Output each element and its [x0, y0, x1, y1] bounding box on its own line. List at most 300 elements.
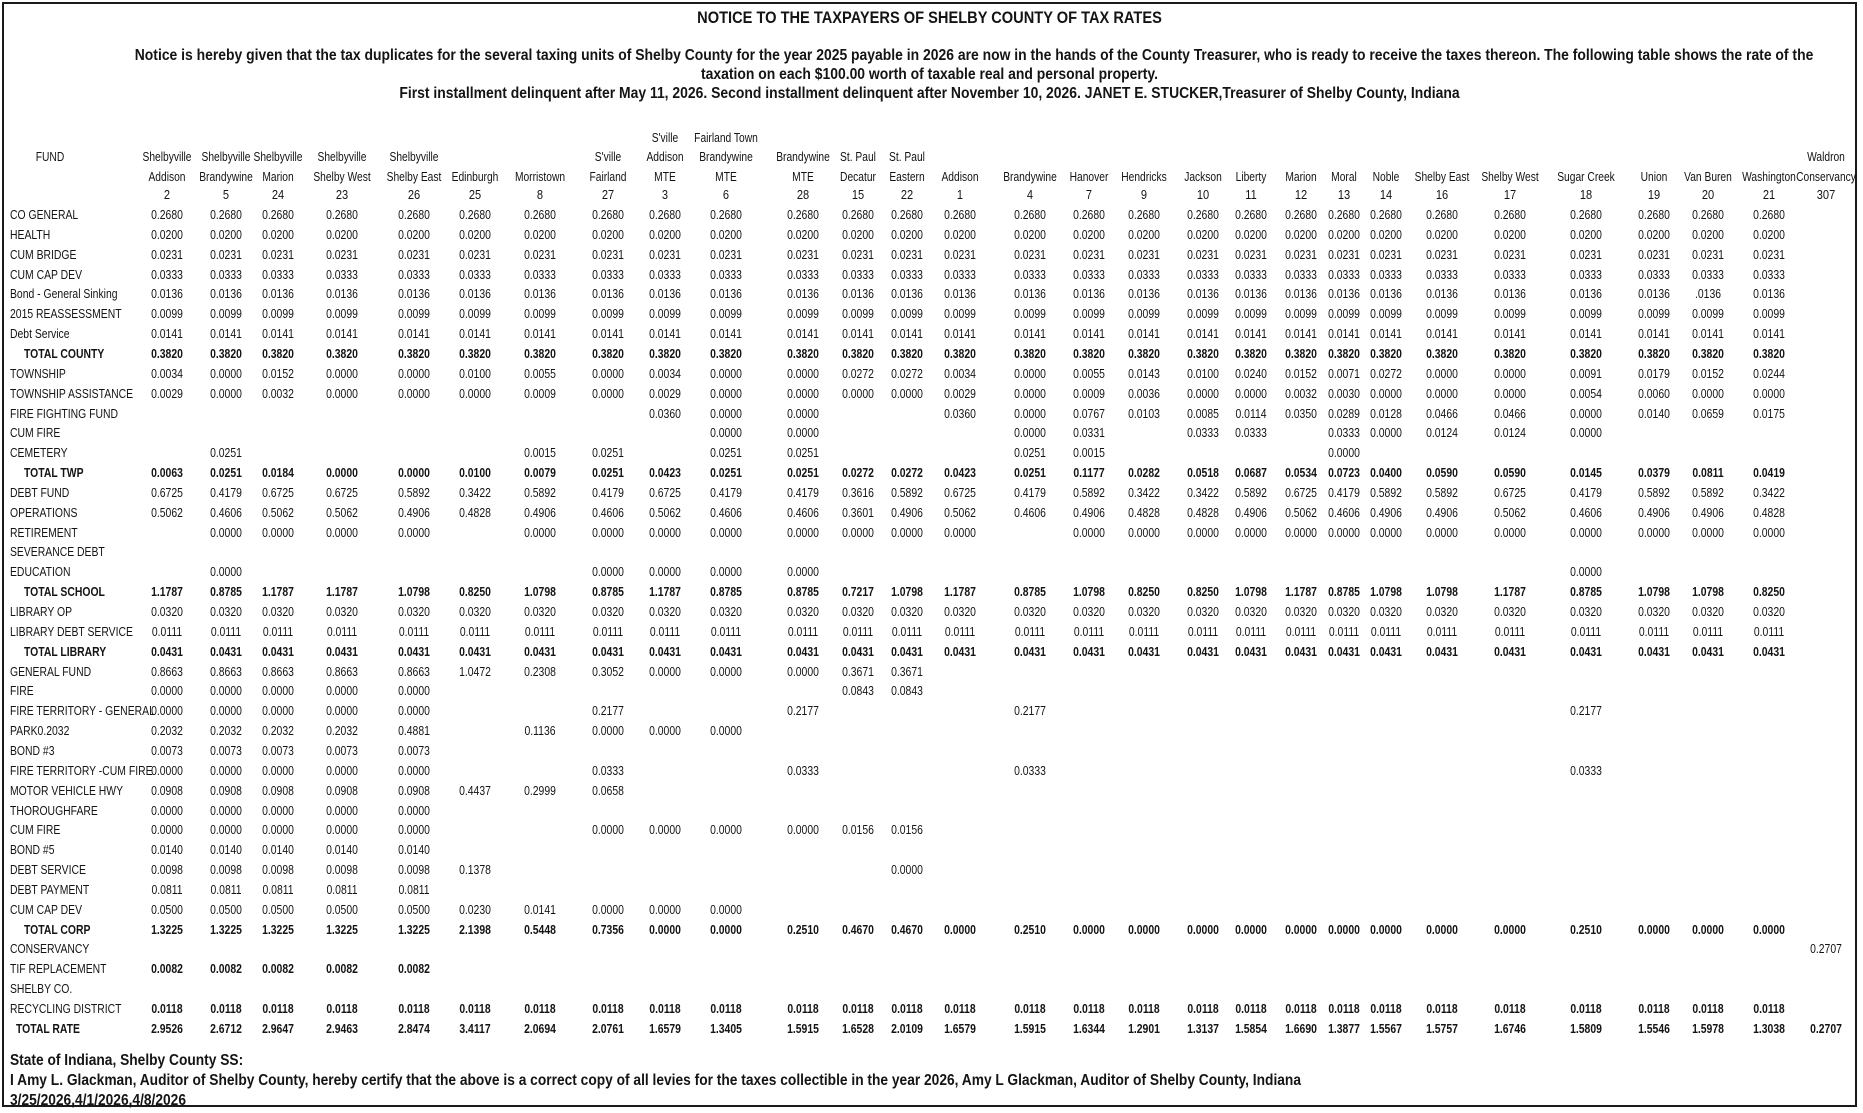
- rate-cell: 0.0431: [1128, 643, 1160, 659]
- rate-cell: 0.0320: [891, 604, 923, 619]
- rate-cell: 0.0320: [1235, 604, 1267, 619]
- rate-cell: 0.0152: [1692, 365, 1724, 381]
- rate-cell: 1.1787: [1494, 584, 1526, 600]
- rate-cell: 0.0333: [151, 266, 183, 282]
- rate-cell: 0.0400: [1370, 465, 1402, 481]
- rate-cell: 0.4179: [210, 484, 242, 500]
- rate-cell: 0.0118: [1370, 1001, 1402, 1016]
- rate-cell: 0.0333: [524, 266, 556, 282]
- fund-label: FIRE FIGHTING FUND: [10, 405, 119, 421]
- rate-cell: 0.0333: [262, 266, 294, 282]
- rate-cell: 0.0320: [1570, 604, 1602, 619]
- rate-cell: 0.2510: [1570, 921, 1602, 937]
- rate-cell: 0.0111: [1328, 623, 1360, 639]
- rate-cell: 1.0798: [1638, 584, 1670, 600]
- rate-cell: 0.2680: [1494, 207, 1526, 222]
- rate-cell: 0.0000: [1370, 921, 1402, 937]
- rate-cell: 0.0136: [459, 286, 491, 302]
- rate-cell: 0.0118: [326, 1001, 358, 1016]
- rate-cell: 1.1787: [262, 584, 294, 600]
- column-header-line: MTE: [792, 169, 814, 184]
- rate-cell: 0.0000: [210, 802, 242, 818]
- column-header: [1003, 168, 1057, 188]
- rate-cell: 0.0333: [1638, 266, 1670, 282]
- rate-cell: 0.2680: [1285, 207, 1317, 222]
- rate-cell: 0.0099: [1638, 306, 1670, 322]
- fund-label: TOTAL TWP: [24, 465, 84, 481]
- rate-cell: 0.0231: [1128, 246, 1160, 262]
- rate-cell: 0.0141: [1570, 326, 1602, 342]
- fund-label: SHELBY CO.: [10, 981, 73, 997]
- rate-cell: 0.0118: [1073, 1001, 1105, 1016]
- rate-cell: 0.0333: [1128, 266, 1160, 282]
- rate-cell: 0.8250: [1753, 584, 1785, 600]
- rate-cell: 0.2032: [151, 723, 183, 739]
- rate-cell: 0.2032: [210, 723, 242, 739]
- rate-cell: 0.0000: [1328, 445, 1360, 461]
- rate-cell: 0.0099: [710, 306, 742, 322]
- footer-line-1: State of Indiana, Shelby County SS:: [10, 1052, 244, 1069]
- rate-cell: 0.0098: [326, 862, 358, 878]
- rate-cell: 0.2680: [592, 207, 624, 222]
- rate-cell: 0.0200: [842, 226, 874, 242]
- rate-cell: 0.0118: [649, 1001, 681, 1016]
- rate-cell: 0.0111: [326, 623, 358, 639]
- rate-cell: 0.0141: [1370, 326, 1402, 342]
- rate-cell: 0.0141: [524, 901, 556, 917]
- rate-cell: 0.3820: [326, 345, 358, 361]
- rate-cell: 0.8785: [710, 584, 742, 600]
- rate-cell: 0.3820: [944, 345, 976, 361]
- rate-cell: 0.0000: [649, 822, 681, 838]
- rate-cell: 0.4906: [1426, 504, 1458, 520]
- fund-label: LIBRARY OP: [10, 604, 73, 619]
- column-header: [1236, 168, 1267, 188]
- rate-cell: 0.3820: [649, 345, 681, 361]
- rate-cell: 0.0908: [262, 782, 294, 798]
- rate-cell: 1.0798: [1426, 584, 1458, 600]
- rate-cell: 0.0000: [1370, 385, 1402, 401]
- rate-cell: 0.0000: [1570, 405, 1602, 421]
- rate-cell: 0.2177: [1570, 703, 1602, 719]
- rate-cell: 0.0200: [1638, 226, 1670, 242]
- rate-cell: 0.0140: [262, 842, 294, 858]
- rate-cell: 0.0231: [649, 246, 681, 262]
- rate-cell: 0.0000: [649, 564, 681, 580]
- rate-cell: 0.0136: [1570, 286, 1602, 302]
- rate-cell: 0.0272: [1370, 365, 1402, 381]
- rate-cell: 0.3820: [1370, 345, 1402, 361]
- rate-cell: 0.0141: [459, 326, 491, 342]
- column-code: 9: [1140, 187, 1148, 202]
- rate-cell: 0.0136: [710, 286, 742, 302]
- rate-cell: 0.0114: [1235, 405, 1267, 421]
- rate-cell: 0.0466: [1494, 405, 1526, 421]
- rate-cell: 0.5062: [326, 504, 358, 520]
- column-header: [1557, 168, 1615, 188]
- rate-cell: 0.0659: [1692, 405, 1724, 421]
- rate-cell: 0.0908: [151, 782, 183, 798]
- rate-cell: 0.8250: [1128, 584, 1160, 600]
- rate-cell: 0.0136: [1187, 286, 1219, 302]
- rate-cell: 0.0141: [1285, 326, 1317, 342]
- rate-cell: 0.0000: [398, 683, 430, 699]
- rate-cell: 0.0060: [1638, 385, 1670, 401]
- column-header-line: Brandywine: [1003, 169, 1057, 184]
- column-header-line: Shelbyville: [201, 150, 251, 164]
- column-header-line: Brandywine: [699, 150, 753, 164]
- rate-cell: 0.2680: [842, 207, 874, 222]
- rate-cell: 0.0000: [1014, 425, 1046, 441]
- column-header-line: Addison: [148, 169, 186, 184]
- rate-cell: 0.8663: [326, 663, 358, 679]
- rate-cell: 0.0000: [151, 683, 183, 699]
- rate-cell: 0.0103: [1128, 405, 1160, 421]
- rate-cell: 0.0141: [1328, 326, 1360, 342]
- rate-cell: 0.0141: [1638, 326, 1670, 342]
- rate-cell: 0.0251: [787, 465, 819, 481]
- rate-cell: 0.0111: [524, 623, 556, 639]
- rate-cell: 0.0811: [1692, 465, 1724, 481]
- rate-cell: 0.0179: [1638, 365, 1670, 381]
- rate-cell: 0.0231: [1692, 246, 1724, 262]
- column-code: 20: [1701, 187, 1715, 202]
- rate-cell: 0.0200: [710, 226, 742, 242]
- fund-label: DEBT PAYMENT: [10, 881, 90, 897]
- rate-cell: 1.6746: [1494, 1020, 1526, 1036]
- rate-cell: 0.4906: [1235, 504, 1267, 520]
- rate-cell: 1.0798: [524, 584, 556, 600]
- column-header-line: Shelby West: [1481, 169, 1539, 184]
- rate-cell: 0.0000: [1328, 921, 1360, 937]
- rate-cell: 0.0000: [944, 921, 976, 937]
- rate-cell: 0.0099: [398, 306, 430, 322]
- rate-cell: 0.3820: [891, 345, 923, 361]
- rate-cell: 0.0000: [1014, 405, 1046, 421]
- rate-cell: 0.0000: [151, 802, 183, 818]
- fund-label: LIBRARY DEBT SERVICE: [10, 623, 133, 639]
- column-code: 21: [1762, 187, 1776, 202]
- rate-cell: 0.0908: [210, 782, 242, 798]
- rate-cell: 0.0000: [1753, 524, 1785, 540]
- rate-cell: 0.6725: [1494, 484, 1526, 500]
- rate-cell: 0.0231: [1494, 246, 1526, 262]
- column-code: 15: [851, 187, 865, 202]
- rate-cell: 0.0000: [710, 365, 742, 381]
- rate-cell: 0.0099: [1128, 306, 1160, 322]
- rate-cell: 0.0082: [210, 961, 242, 977]
- rate-cell: 0.3820: [398, 345, 430, 361]
- rate-cell: 0.0000: [787, 385, 819, 401]
- column-code: 307: [1816, 187, 1836, 202]
- rate-cell: 0.5062: [151, 504, 183, 520]
- rate-cell: 0.1136: [524, 723, 556, 739]
- fund-label: CUM CAP DEV: [10, 901, 83, 917]
- column-header-line: Noble: [1372, 169, 1400, 184]
- rate-cell: 2.0761: [592, 1020, 624, 1036]
- rate-cell: 0.0118: [210, 1001, 242, 1016]
- rate-cell: 0.0000: [1494, 365, 1526, 381]
- column-code: 5: [222, 187, 230, 202]
- rate-cell: 0.2032: [262, 723, 294, 739]
- rate-cell: 0.0098: [398, 862, 430, 878]
- rate-cell: 0.0231: [1638, 246, 1670, 262]
- rate-cell: 0.5062: [649, 504, 681, 520]
- rate-cell: 0.0000: [592, 385, 624, 401]
- rate-cell: 0.0141: [262, 326, 294, 342]
- rate-cell: 0.0333: [1328, 425, 1360, 441]
- rate-cell: 0.0000: [210, 385, 242, 401]
- rate-cell: 0.0000: [1235, 385, 1267, 401]
- rate-cell: 0.0099: [1426, 306, 1458, 322]
- footer-line-2: I Amy L. Glackman, Auditor of Shelby County, hereby certify that the above is a correct copy of all levies for the taxes collectible in the year 2026, Amy L Glackman, Auditor of Shelby County, Indiana: [10, 1072, 1301, 1089]
- rate-cell: 0.0055: [524, 365, 556, 381]
- rate-cell: 0.0723: [1328, 465, 1360, 481]
- rate-cell: 0.0036: [1128, 385, 1160, 401]
- fund-label: DEBT SERVICE: [10, 862, 86, 878]
- rate-cell: 0.0687: [1235, 465, 1267, 481]
- rate-cell: 0.0423: [944, 465, 976, 481]
- fund-label: OPERATIONS: [10, 504, 78, 520]
- column-header-line: MTE: [654, 169, 676, 184]
- rate-cell: 0.0231: [262, 246, 294, 262]
- rate-cell: 0.0099: [262, 306, 294, 322]
- rate-cell: 0.0251: [1014, 445, 1046, 461]
- rate-cell: 0.0111: [151, 623, 183, 639]
- column-header-line: Jackson: [1184, 169, 1222, 184]
- rate-cell: 0.0431: [1187, 643, 1219, 659]
- rate-cell: 0.0811: [398, 881, 430, 897]
- rate-cell: 0.0333: [1753, 266, 1785, 282]
- fund-label: RECYCLING DISTRICT: [10, 1001, 122, 1016]
- rate-cell: 0.4670: [891, 921, 923, 937]
- column-header-line: Washington: [1742, 169, 1796, 184]
- rate-cell: 0.0431: [1753, 643, 1785, 659]
- rate-cell: 0.0111: [944, 623, 976, 639]
- rate-cell: 0.0000: [1570, 564, 1602, 580]
- tax-rate-table: [4, 4, 1855, 1105]
- fund-label: HEALTH: [10, 226, 51, 242]
- rate-cell: 0.0000: [210, 762, 242, 778]
- rate-cell: 0.0136: [210, 286, 242, 302]
- column-header-line: Morristown: [514, 169, 566, 184]
- rate-cell: 0.0000: [262, 524, 294, 540]
- rate-cell: 0.0000: [787, 822, 819, 838]
- rate-cell: 0.0350: [1285, 405, 1317, 421]
- rate-cell: 0.0141: [1494, 326, 1526, 342]
- rate-cell: 1.5915: [1014, 1020, 1046, 1036]
- rate-cell: 0.0431: [1638, 643, 1670, 659]
- rate-cell: 1.2901: [1128, 1020, 1160, 1036]
- rate-cell: 0.0054: [1570, 385, 1602, 401]
- rate-cell: 0.0124: [1426, 425, 1458, 441]
- fund-label: TOTAL CORP: [24, 921, 91, 937]
- column-header: [1742, 168, 1796, 188]
- rate-cell: 0.0000: [710, 901, 742, 917]
- rate-cell: 0.0200: [524, 226, 556, 242]
- rate-cell: 0.0000: [210, 365, 242, 381]
- rate-cell: 0.0431: [592, 643, 624, 659]
- rate-cell: 0.0231: [1187, 246, 1219, 262]
- intro-line-2: taxation on each $100.00 worth of taxable real and personal property.: [701, 66, 1158, 83]
- rate-cell: 0.0289: [1328, 405, 1360, 421]
- rate-cell: 0.3422: [1187, 484, 1219, 500]
- rate-cell: 0.0231: [891, 246, 923, 262]
- rate-cell: 0.0141: [1426, 326, 1458, 342]
- rate-cell: 0.8663: [210, 663, 242, 679]
- column-header: [776, 148, 830, 187]
- rate-cell: 0.0200: [262, 226, 294, 242]
- rate-cell: 0.0000: [842, 524, 874, 540]
- rate-cell: 0.0141: [1187, 326, 1219, 342]
- fund-label: TOWNSHIP: [10, 365, 66, 381]
- fund-label: TOTAL LIBRARY: [24, 643, 107, 659]
- rate-cell: 0.0034: [944, 365, 976, 381]
- rate-cell: 1.5546: [1638, 1020, 1670, 1036]
- rate-cell: 0.0136: [944, 286, 976, 302]
- column-header: [1796, 148, 1856, 187]
- rate-cell: 0.0000: [326, 703, 358, 719]
- rate-cell: 0.0136: [1073, 286, 1105, 302]
- rate-cell: 0.0231: [1328, 246, 1360, 262]
- rate-cell: 0.2032: [326, 723, 358, 739]
- rate-cell: 0.0000: [1426, 385, 1458, 401]
- fund-label: CONSERVANCY: [10, 941, 90, 957]
- rate-cell: 0.0767: [1073, 405, 1105, 421]
- rate-cell: 0.4437: [459, 782, 491, 798]
- rate-cell: 0.0000: [592, 564, 624, 580]
- rate-cell: 0.0431: [210, 643, 242, 659]
- rate-cell: 0.0200: [1692, 226, 1724, 242]
- rate-cell: 0.0118: [459, 1001, 491, 1016]
- rate-cell: 0.0000: [787, 564, 819, 580]
- rate-cell: 1.5567: [1370, 1020, 1402, 1036]
- column-header-line: Shelby West: [313, 169, 371, 184]
- rate-cell: 0.5892: [1370, 484, 1402, 500]
- rate-cell: 0.5062: [1285, 504, 1317, 520]
- rate-cell: 0.2680: [524, 207, 556, 222]
- column-header-line: St. Paul: [889, 150, 925, 164]
- rate-cell: 0.2680: [1753, 207, 1785, 222]
- rate-cell: 0.0071: [1328, 365, 1360, 381]
- rate-cell: 0.0590: [1494, 465, 1526, 481]
- rate-cell: 0.0098: [210, 862, 242, 878]
- rate-cell: 0.0500: [262, 901, 294, 917]
- rate-cell: 0.0200: [1426, 226, 1458, 242]
- rate-cell: 0.2680: [649, 207, 681, 222]
- fund-column-header: FUND: [35, 150, 65, 164]
- rate-cell: 0.8785: [787, 584, 819, 600]
- column-header: [1184, 168, 1222, 188]
- column-code: 14: [1379, 187, 1393, 202]
- rate-cell: 0.0118: [592, 1001, 624, 1016]
- rate-cell: 0.8663: [398, 663, 430, 679]
- rate-cell: 0.3820: [1187, 345, 1219, 361]
- rate-cell: 0.0082: [398, 961, 430, 977]
- column-header-line: Brandywine: [199, 169, 253, 184]
- rate-cell: 0.0136: [1426, 286, 1458, 302]
- rate-cell: 0.0000: [787, 425, 819, 441]
- rate-cell: 0.0098: [262, 862, 294, 878]
- rate-cell: 0.8663: [262, 663, 294, 679]
- rate-cell: 0.0000: [210, 683, 242, 699]
- column-code: 19: [1647, 187, 1661, 202]
- rate-cell: 0.0000: [1187, 524, 1219, 540]
- rate-cell: 0.0320: [944, 604, 976, 619]
- rate-cell: 0.0136: [1235, 286, 1267, 302]
- rate-cell: 0.0118: [1014, 1001, 1046, 1016]
- rate-cell: 0.0000: [151, 703, 183, 719]
- rate-cell: 0.0333: [1328, 266, 1360, 282]
- column-header: [646, 129, 683, 188]
- rate-cell: 1.3405: [710, 1020, 742, 1036]
- rate-cell: 0.0099: [891, 306, 923, 322]
- rate-cell: 0.0085: [1187, 405, 1219, 421]
- rate-cell: 0.0200: [398, 226, 430, 242]
- rate-cell: 0.0136: [842, 286, 874, 302]
- column-header: [694, 129, 758, 188]
- rate-cell: 0.5892: [891, 484, 923, 500]
- rate-cell: 0.0000: [262, 703, 294, 719]
- rate-cell: 0.0099: [151, 306, 183, 322]
- rate-cell: 0.0231: [1370, 246, 1402, 262]
- rate-cell: 0.2707: [1810, 941, 1842, 957]
- rate-cell: 0.1378: [459, 862, 491, 878]
- rate-cell: 0.0118: [710, 1001, 742, 1016]
- rate-cell: 0.0200: [944, 226, 976, 242]
- rate-cell: 0.4606: [787, 504, 819, 520]
- rate-cell: 0.0251: [1014, 465, 1046, 481]
- rate-cell: 0.0136: [151, 286, 183, 302]
- rate-cell: 1.3225: [210, 921, 242, 937]
- column-code: 16: [1435, 187, 1449, 202]
- rate-cell: 0.0320: [842, 604, 874, 619]
- rate-cell: 1.3225: [262, 921, 294, 937]
- rate-cell: 0.0141: [944, 326, 976, 342]
- rate-cell: 0.8785: [1014, 584, 1046, 600]
- rate-cell: 0.0099: [1370, 306, 1402, 322]
- rate-cell: 0.0320: [1692, 604, 1724, 619]
- rate-cell: 0.0000: [1285, 524, 1317, 540]
- rate-cell: 0.0100: [1187, 365, 1219, 381]
- rate-cell: 0.0333: [1187, 266, 1219, 282]
- rate-cell: 0.0200: [1128, 226, 1160, 242]
- rate-cell: 0.0111: [592, 623, 624, 639]
- rate-cell: 0.0000: [787, 524, 819, 540]
- rate-cell: 0.0118: [842, 1001, 874, 1016]
- fund-label: CUM FIRE: [10, 822, 61, 838]
- column-header-line: Edinburgh: [451, 169, 499, 184]
- rate-cell: 0.0000: [649, 663, 681, 679]
- rate-cell: 0.0118: [1638, 1001, 1670, 1016]
- rate-cell: 0.0141: [787, 326, 819, 342]
- column-header: [515, 168, 565, 188]
- rate-cell: 0.0320: [151, 604, 183, 619]
- rate-cell: 1.5809: [1570, 1020, 1602, 1036]
- rate-cell: 0.0000: [398, 802, 430, 818]
- rate-cell: 0.0000: [210, 703, 242, 719]
- rate-cell: 0.0320: [1128, 604, 1160, 619]
- rate-cell: 0.0000: [1073, 921, 1105, 937]
- rate-cell: 0.0141: [398, 326, 430, 342]
- rate-cell: 0.4906: [524, 504, 556, 520]
- rate-cell: 0.0320: [1014, 604, 1046, 619]
- rate-cell: 0.0000: [710, 921, 742, 937]
- rate-cell: 0.0231: [1426, 246, 1458, 262]
- rate-cell: 0.0079: [524, 465, 556, 481]
- rate-cell: 0.0000: [326, 385, 358, 401]
- rate-cell: 0.3820: [1570, 345, 1602, 361]
